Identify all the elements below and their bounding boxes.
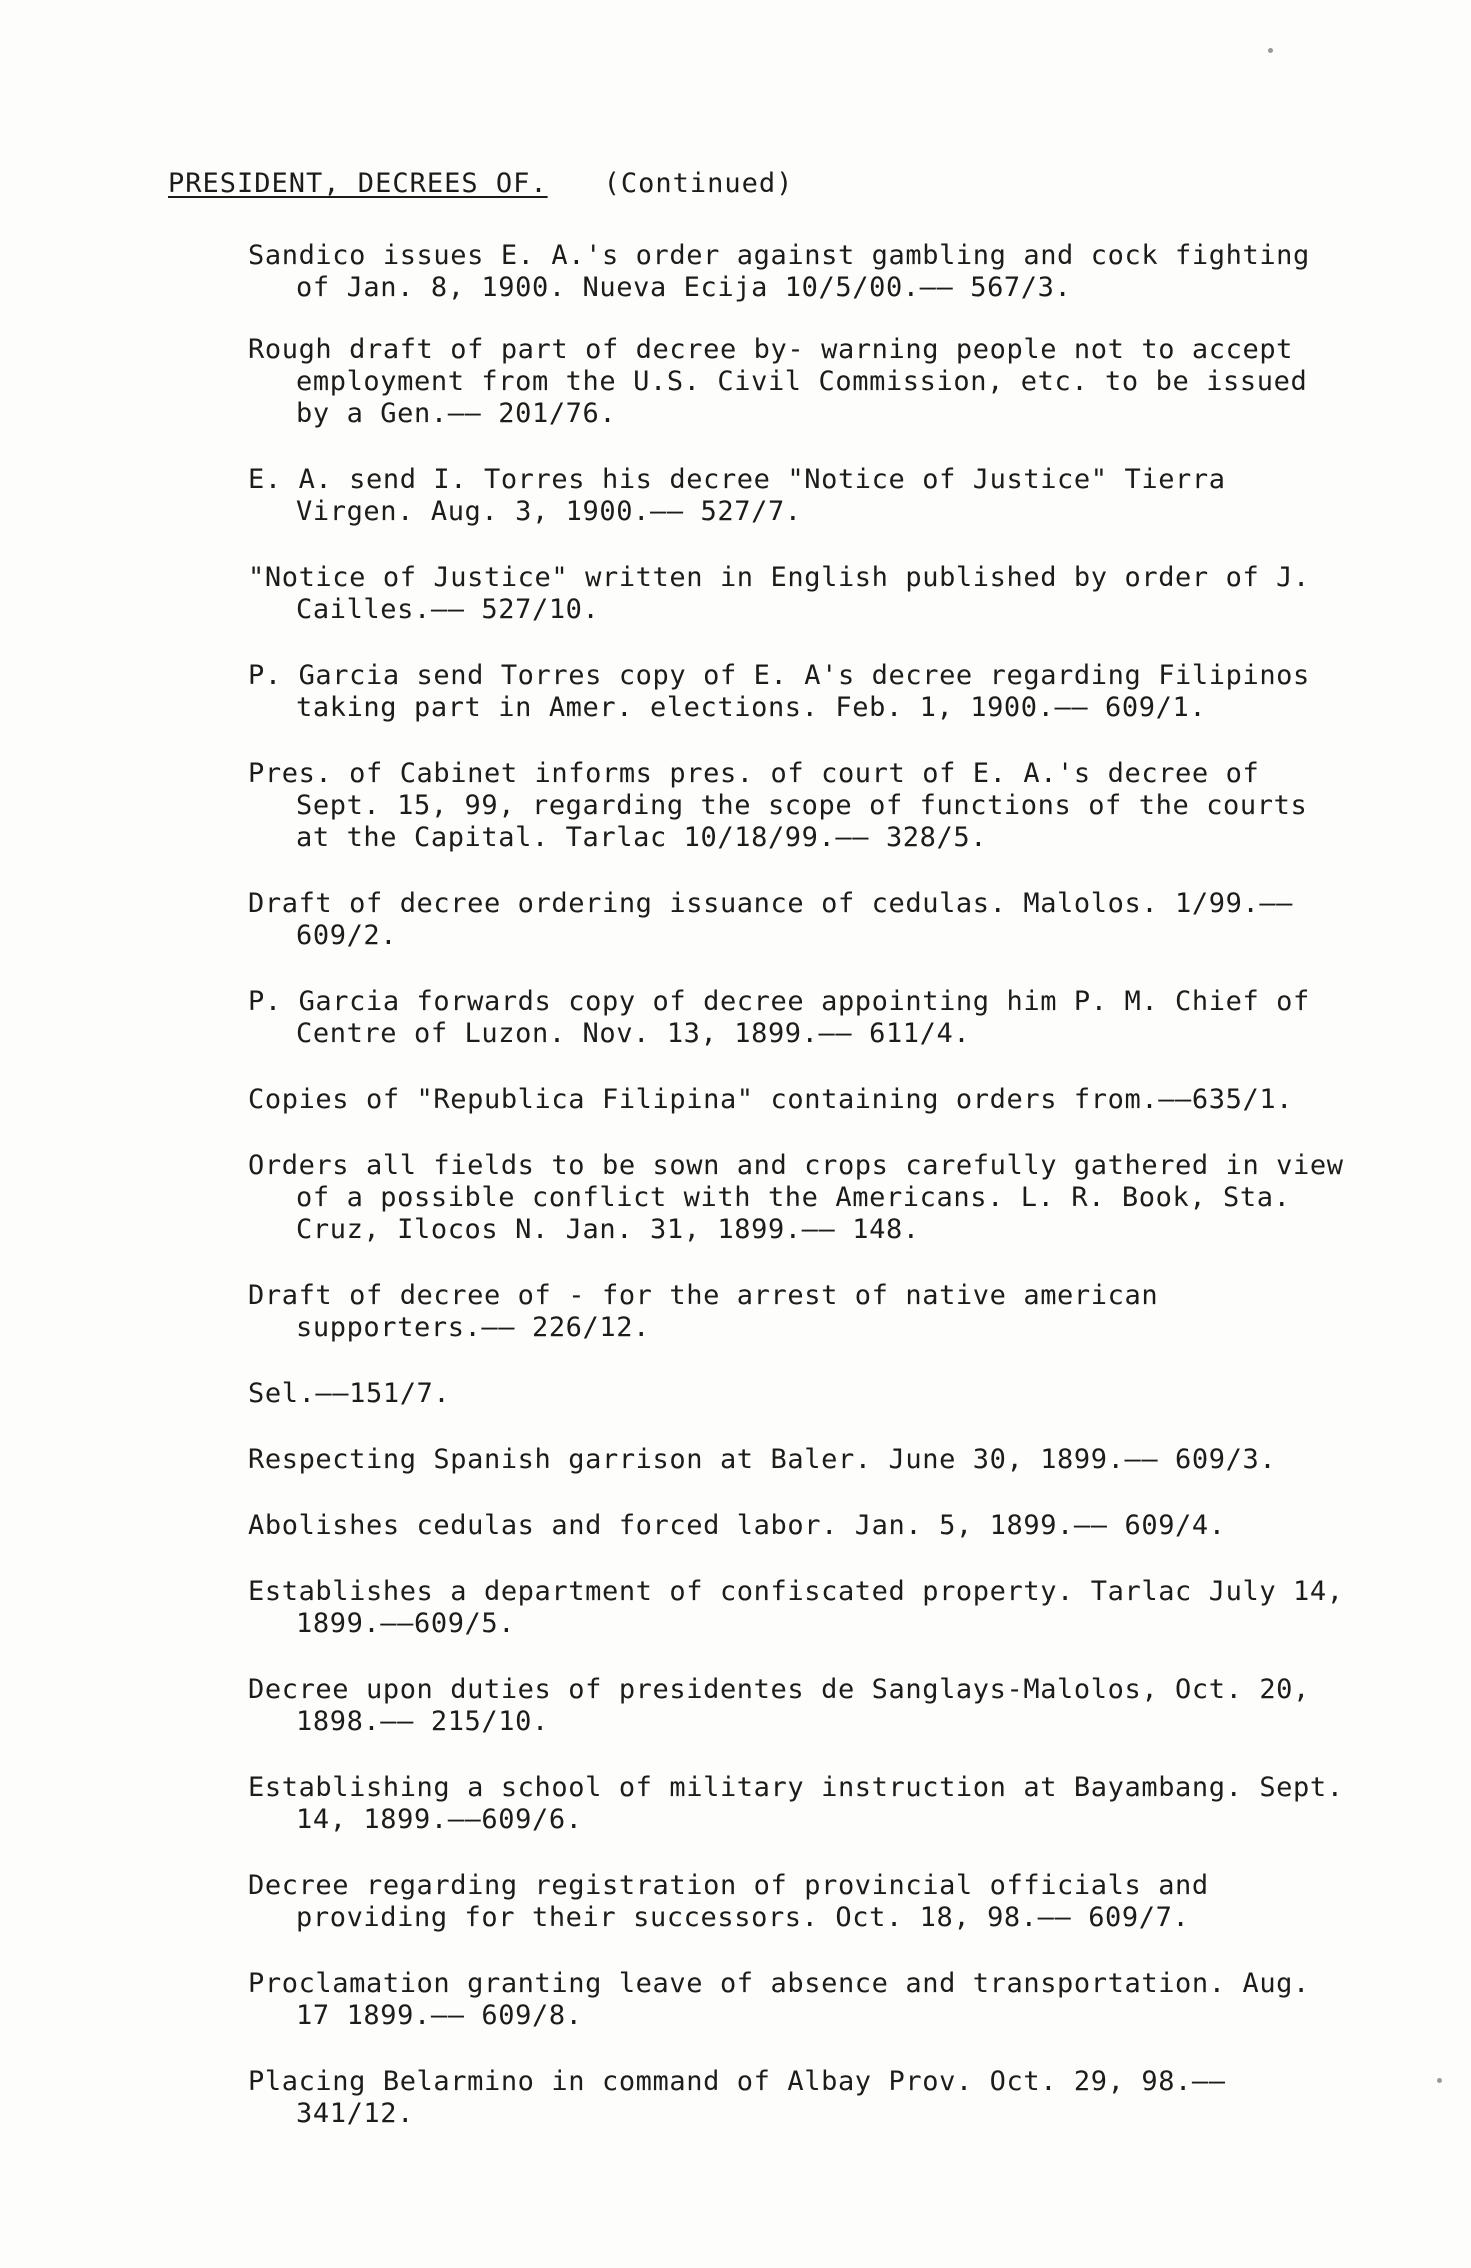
entry: Sel.——151/7. xyxy=(248,1378,451,1409)
heading-title: PRESIDENT, DECREES OF. xyxy=(168,168,548,199)
entry: Pres. of Cabinet informs pres. of court of E. A.'s decree of Sept. 15, 99, regarding the scope of functions of the courts at the Capital. Tarlac 10/18/99.—— 328/5. xyxy=(248,758,1325,853)
entry: Rough draft of part of decree by- warning people not to accept employment from the U.S. Civil Commission, etc. to be issued by a Gen.—— 201/76. xyxy=(248,334,1325,429)
entry: Decree upon duties of presidentes de Sanglays-Malolos, Oct. 20, 1898.—— 215/10. xyxy=(248,1674,1327,1737)
page-heading xyxy=(168,168,793,199)
entry: P. Garcia forwards copy of decree appointing him P. M. Chief of Centre of Luzon. Nov. 13, 1899.—— 611/4. xyxy=(248,986,1327,1049)
entry: Copies of "Republica Filipina" containing orders from.——635/1. xyxy=(248,1084,1294,1115)
entry: Respecting Spanish garrison at Baler. June 30, 1899.—— 609/3. xyxy=(248,1444,1277,1475)
entry: E. A. send I. Torres his decree "Notice of Justice" Tierra Virgen. Aug. 3, 1900.—— 527/7. xyxy=(248,464,1243,527)
entry: "Notice of Justice" written in English published by order of J. Cailles.—— 527/10. xyxy=(248,562,1327,625)
heading-continued: (Continued) xyxy=(603,168,794,199)
decree-entry-list xyxy=(248,240,1361,2130)
paper-speck xyxy=(1268,48,1273,53)
entry: Decree regarding registration of provincial officials and providing for their successors. Oct. 18, 98.—— 609/7. xyxy=(248,1870,1226,1933)
entry: Orders all fields to be sown and crops carefully gathered in view of a possible conflict with the Americans. L. R. Book, Sta. Cruz, Ilocos N. Jan. 31, 1899.—— 148. xyxy=(248,1150,1361,1245)
entry: Proclamation granting leave of absence and transportation. Aug. 17 1899.—— 609/8. xyxy=(248,1968,1327,2031)
entry: Placing Belarmino in command of Albay Prov. Oct. 29, 98.—— 341/12. xyxy=(248,2066,1243,2129)
entry: Establishing a school of military instruction at Bayambang. Sept. 14, 1899.——609/6. xyxy=(248,1772,1361,1835)
entry: Sandico issues E. A.'s order against gambling and cock fighting of Jan. 8, 1900. Nueva Ecija 10/5/00.—— 567/3. xyxy=(248,240,1327,303)
entry: Draft of decree ordering issuance of cedulas. Malolos. 1/99.—— 609/2. xyxy=(248,888,1310,951)
entry: Abolishes cedulas and forced labor. Jan. 5, 1899.—— 609/4. xyxy=(248,1510,1226,1541)
entry: Draft of decree of - for the arrest of native american supporters.—— 226/12. xyxy=(248,1280,1176,1343)
paper-speck xyxy=(1437,2078,1442,2083)
entry: P. Garcia send Torres copy of E. A's decree regarding Filipinos taking part in Amer. elections. Feb. 1, 1900.—— 609/1. xyxy=(248,660,1327,723)
entry: Establishes a department of confiscated property. Tarlac July 14, 1899.——609/5. xyxy=(248,1576,1361,1639)
